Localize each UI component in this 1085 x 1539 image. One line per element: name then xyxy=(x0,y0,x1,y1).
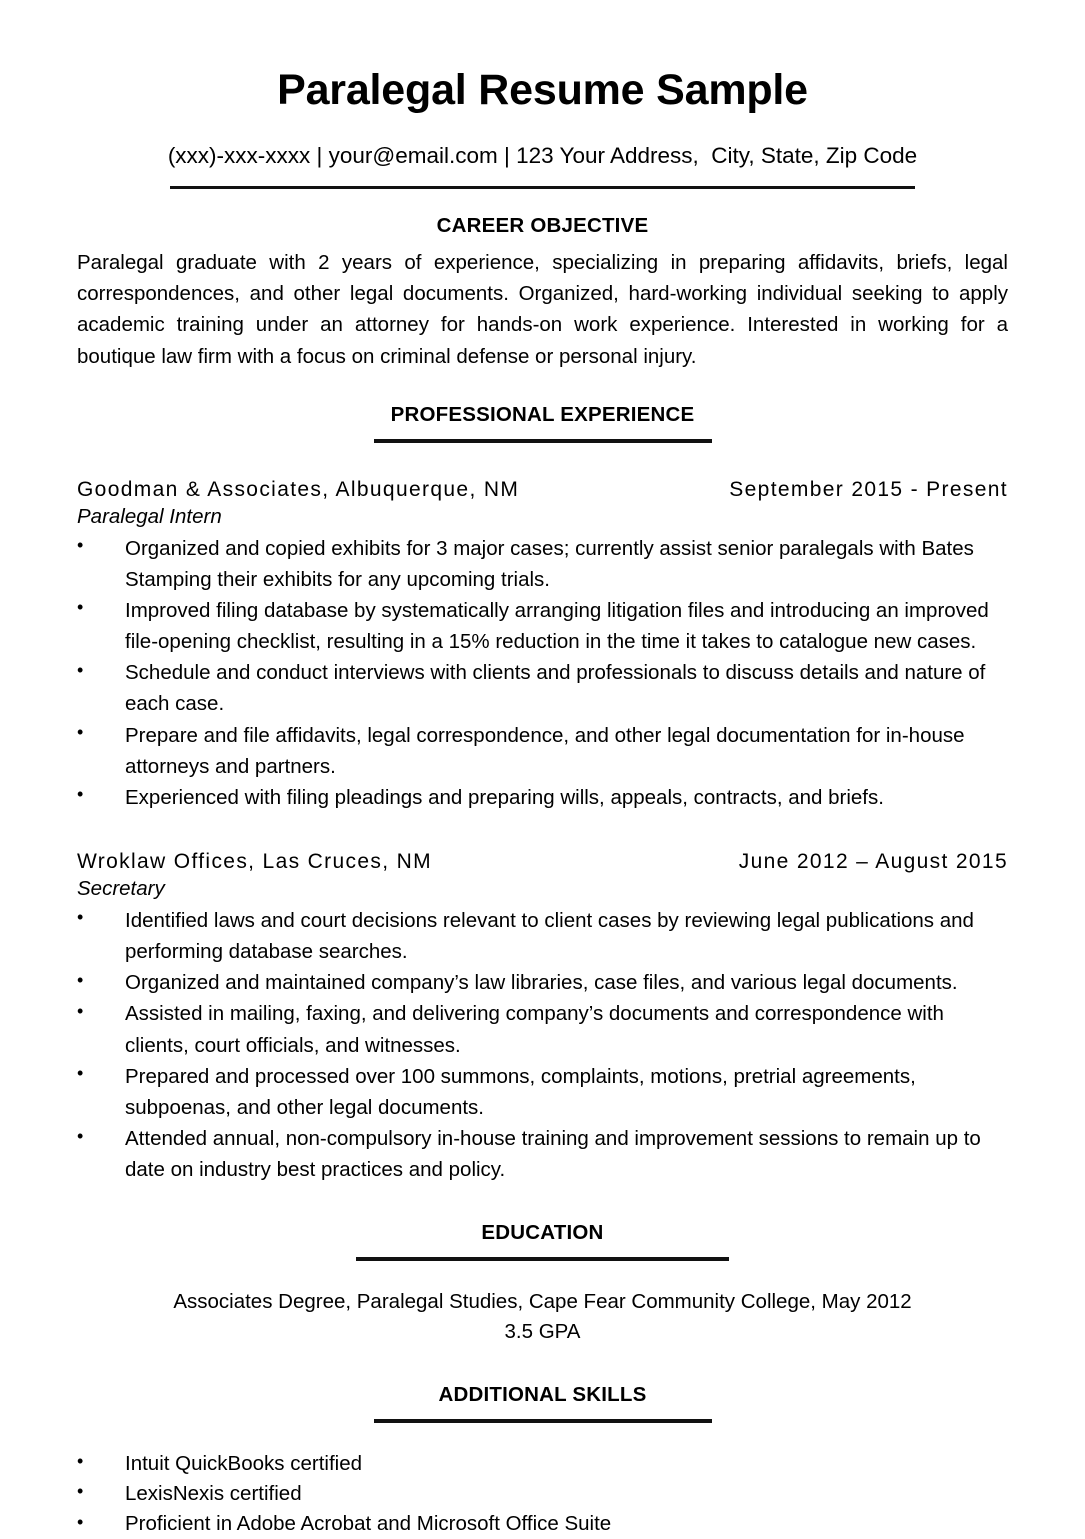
section-heading-skills: ADDITIONAL SKILLS xyxy=(438,1382,647,1406)
list-item: • Assisted in mailing, faxing, and delivering company’s documents and correspondence with clients, court officials, and witnesses. xyxy=(77,998,1008,1060)
contact-line: (xxx)-xxx-xxxx | your@email.com | 123 Your Address, City, State, Zip Code xyxy=(167,143,918,169)
list-item: • LexisNexis certified xyxy=(77,1479,1008,1509)
list-item: • Improved filing database by systematically arranging litigation files and introducing an improved file-opening checklist, resulting in a 15% reduction in the time it takes to catalogue new cases. xyxy=(77,595,1008,657)
skills-heading-underline xyxy=(374,1419,712,1423)
list-item: • Attended annual, non-compulsory in-house training and improvement sessions to remain up to date on industry best practices and policy. xyxy=(77,1123,1008,1185)
education-gpa: 3.5 GPA xyxy=(504,1320,581,1344)
job-bullet-list xyxy=(77,905,1008,1185)
section-heading-objective: CAREER OBJECTIVE xyxy=(436,214,649,238)
career-objective-text: Paralegal graduate with 2 years of experience, specializing in preparing affidavits, briefs, legal correspondences, and other legal documents. Organized, hard-working individual seeking to apply academic training under an attorney for hands-on work experience. Interested in working for a boutique law firm with a focus on criminal defense or personal injury. xyxy=(77,251,1008,368)
job-bullet-list xyxy=(77,533,1008,813)
list-item: • Prepared and processed over 100 summons, complaints, motions, pretrial agreements, subpoenas, and other legal documents. xyxy=(77,1061,1008,1123)
job-title: Paralegal Intern xyxy=(77,505,222,529)
job-header xyxy=(77,477,1008,503)
job-dates: September 2015 - Present xyxy=(729,477,1008,501)
experience-entry xyxy=(77,849,1008,1185)
list-item: • Organized and copied exhibits for 3 major cases; currently assist senior paralegals with Bates Stamping their exhibits for any upcoming trials. xyxy=(77,533,1008,595)
list-item: • Organized and maintained company’s law libraries, case files, and various legal documents. xyxy=(77,967,1008,998)
list-item: • Schedule and conduct interviews with clients and professionals to discuss details and nature of each case. xyxy=(77,657,1008,719)
header-divider xyxy=(170,186,915,189)
education-degree: Associates Degree, Paralegal Studies, Cape Fear Community College, May 2012 xyxy=(173,1290,912,1314)
education-heading-underline xyxy=(356,1257,729,1261)
skills-list xyxy=(77,1449,1008,1539)
list-item: • Prepare and file affidavits, legal correspondence, and other legal documentation for in-house attorneys and partners. xyxy=(77,720,1008,782)
job-company: Wroklaw Offices, Las Cruces, NM xyxy=(77,850,432,874)
page-title: Paralegal Resume Sample xyxy=(277,66,808,114)
job-header xyxy=(77,849,1008,875)
section-heading-experience: PROFESSIONAL EXPERIENCE xyxy=(390,402,695,426)
list-item: • Experienced with filing pleadings and preparing wills, appeals, contracts, and briefs. xyxy=(77,782,1008,813)
section-heading-education: EDUCATION xyxy=(481,1221,604,1245)
list-item: • Identified laws and court decisions relevant to client cases by reviewing legal publications and performing database searches. xyxy=(77,905,1008,967)
job-company: Goodman & Associates, Albuquerque, NM xyxy=(77,477,520,501)
list-item: • Proficient in Adobe Acrobat and Microsoft Office Suite xyxy=(77,1509,1008,1539)
experience-entry xyxy=(77,477,1008,813)
experience-heading-underline xyxy=(374,439,712,443)
list-item: • Intuit QuickBooks certified xyxy=(77,1449,1008,1479)
job-dates: June 2012 – August 2015 xyxy=(738,850,1008,874)
education-entry xyxy=(77,1287,1008,1346)
job-title: Secretary xyxy=(77,877,165,901)
